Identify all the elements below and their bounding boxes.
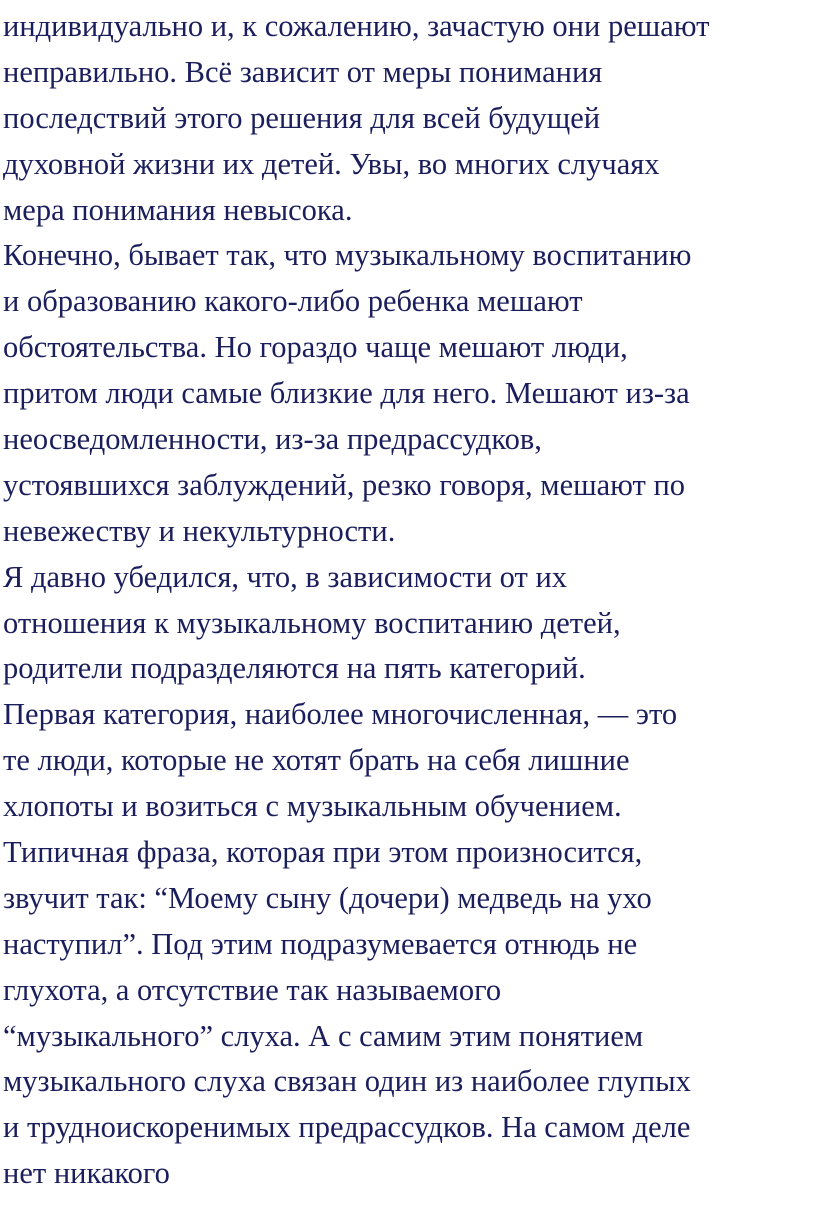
- text-line: индивидуально и, к сожалению, зачастую они решают: [3, 9, 710, 43]
- text-line: хлопоты и возиться с музыкальным обучением.: [3, 789, 622, 824]
- text-line: и образованию какого-либо ребенка мешают: [3, 284, 583, 319]
- text-line: те люди, которые не хотят брать на себя лишние: [3, 743, 630, 778]
- text-line: наступил”. Под этим подразумевается отнюдь не: [3, 926, 638, 961]
- text-line: Я давно убедился, что, в зависимости от их: [3, 559, 568, 594]
- text-line: Первая категория, наиболее многочисленная, — это: [3, 697, 678, 732]
- text-line: и трудноискоренимых предрассудков. На самом деле: [3, 1110, 691, 1145]
- text-line: музыкального слуха связан один из наиболее глупых: [3, 1064, 691, 1099]
- text-line: глухота, а отсутствие так называемого: [3, 972, 502, 1007]
- text-line: родители подразделяются на пять категорий.: [3, 651, 586, 686]
- text-line: Типичная фраза, которая при этом произносится,: [3, 835, 643, 870]
- text-line: мера понимания невысока.: [3, 192, 353, 227]
- text-line: притом люди самые близкие для него. Мешают из-за: [3, 376, 690, 411]
- document-text: [3, 4, 816, 1197]
- text-line: Конечно, бывает так, что музыкальному воспитанию: [3, 238, 692, 273]
- text-line: устоявшихся заблуждений, резко говоря, мешают по: [3, 467, 686, 502]
- text-line: неправильно. Всё зависит от меры понимания: [3, 54, 603, 89]
- text-line: отношения к музыкальному воспитанию детей,: [3, 605, 621, 640]
- text-line: “музыкального” слуха. А с самим этим понятием: [3, 1018, 644, 1053]
- text-line: нет никакого: [3, 1156, 170, 1191]
- text-line: звучит так: “Моему сыну (дочери) медведь на ухо: [3, 880, 652, 915]
- text-line: обстоятельства. Но гораздо чаще мешают люди,: [3, 330, 628, 365]
- text-line: неосведомленности, из-за предрассудков,: [3, 422, 542, 457]
- text-line: духовной жизни их детей. Увы, во многих случаях: [3, 146, 660, 181]
- text-line: последствий этого решения для всей будущей: [3, 100, 601, 135]
- text-line: невежеству и некультурности.: [3, 513, 396, 548]
